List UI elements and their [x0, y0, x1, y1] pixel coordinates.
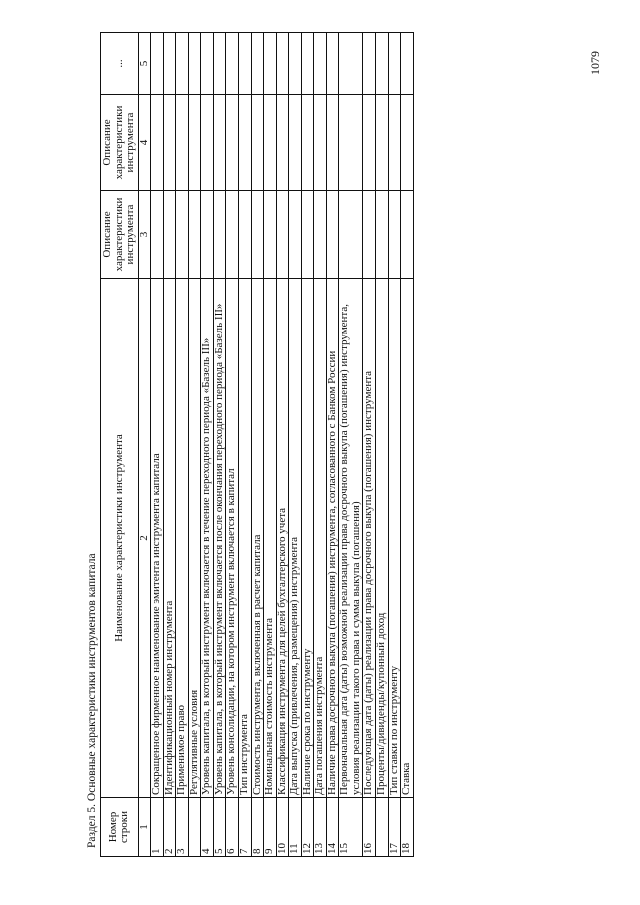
- description-cell: [289, 33, 302, 95]
- description-cell: [301, 33, 314, 95]
- description-cell: [289, 191, 302, 279]
- table-row: [314, 33, 327, 857]
- row-number: 3: [176, 798, 189, 857]
- description-cell: [314, 95, 327, 191]
- column-index: 1: [138, 798, 151, 857]
- description-cell: [226, 33, 239, 95]
- column-index: 4: [138, 95, 151, 191]
- description-cell: [163, 191, 176, 279]
- row-number: 4: [201, 798, 214, 857]
- description-cell: [339, 191, 363, 279]
- table-row: [339, 33, 363, 857]
- row-characteristic-name: Классификация инструмента для целей бухгалтерского учета: [276, 279, 289, 798]
- description-cell: [401, 33, 414, 95]
- description-cell: [401, 191, 414, 279]
- description-cell: [188, 95, 201, 191]
- description-cell: [363, 191, 376, 279]
- header-row-number: Номер строки: [101, 798, 139, 857]
- header-more: ...: [101, 33, 139, 95]
- description-cell: [251, 95, 264, 191]
- description-cell: [264, 33, 277, 95]
- table-row: [264, 33, 277, 857]
- description-cell: [314, 191, 327, 279]
- description-cell: [151, 191, 164, 279]
- row-number: 7: [239, 798, 252, 857]
- row-characteristic-name: Уровень капитала, в который инструмент включается в течение переходного периода «Базель III»: [201, 279, 214, 798]
- table-row: [376, 33, 389, 857]
- table-row: [251, 33, 264, 857]
- column-index: 2: [138, 279, 151, 798]
- description-cell: [213, 33, 226, 95]
- description-cell: [264, 191, 277, 279]
- description-cell: [188, 191, 201, 279]
- description-cell: [264, 95, 277, 191]
- row-number: 18: [401, 798, 414, 857]
- row-number: 12: [301, 798, 314, 857]
- description-cell: [239, 95, 252, 191]
- row-characteristic-name: Тип инструмента: [239, 279, 252, 798]
- description-cell: [213, 95, 226, 191]
- table-row: [201, 33, 214, 857]
- row-number: 11: [289, 798, 302, 857]
- description-cell: [163, 95, 176, 191]
- row-characteristic-name: Последующая дата (даты) реализации права досрочного выкупа (погашения) инструмента: [363, 279, 376, 798]
- column-index: 3: [138, 191, 151, 279]
- characteristics-table: [100, 32, 414, 857]
- row-number: 9: [264, 798, 277, 857]
- header-description-2: Описание характеристики инструмента: [101, 95, 139, 191]
- description-cell: [226, 95, 239, 191]
- row-characteristic-name: Уровень консолидации, на котором инструмент включается в капитал: [226, 279, 239, 798]
- page-number: 1079: [588, 51, 602, 75]
- column-index: 5: [138, 33, 151, 95]
- row-characteristic-name: Применимое право: [176, 279, 189, 798]
- table-row: [388, 33, 401, 857]
- description-cell: [401, 95, 414, 191]
- table-row: [276, 33, 289, 857]
- row-number: 10: [276, 798, 289, 857]
- description-cell: [176, 33, 189, 95]
- description-cell: [188, 33, 201, 95]
- table-row: [363, 33, 376, 857]
- description-cell: [301, 191, 314, 279]
- section-title: Раздел 5. Основные характеристики инструментов капитала: [86, 553, 98, 848]
- table-row: [326, 33, 339, 857]
- description-cell: [251, 191, 264, 279]
- row-characteristic-name: Дата погашения инструмента: [314, 279, 327, 798]
- description-cell: [239, 191, 252, 279]
- table-row: [401, 33, 414, 857]
- description-cell: [163, 33, 176, 95]
- row-characteristic-name: Стоимость инструмента, включенная в расчет капитала: [251, 279, 264, 798]
- description-cell: [326, 33, 339, 95]
- description-cell: [301, 95, 314, 191]
- description-cell: [363, 95, 376, 191]
- description-cell: [388, 95, 401, 191]
- row-number: [376, 798, 389, 857]
- row-characteristic-name: Регулятивные условия: [188, 279, 201, 798]
- description-cell: [376, 191, 389, 279]
- row-number: 6: [226, 798, 239, 857]
- header-description-1: Описание характеристики инструмента: [101, 191, 139, 279]
- description-cell: [226, 191, 239, 279]
- description-cell: [276, 191, 289, 279]
- row-characteristic-name: Ставка: [401, 279, 414, 798]
- row-number: 16: [363, 798, 376, 857]
- table-row: [226, 33, 239, 857]
- description-cell: [339, 95, 363, 191]
- row-characteristic-name: Наличие права досрочного выкупа (погашения) инструмента, согласованного с Банком России: [326, 279, 339, 798]
- description-cell: [201, 33, 214, 95]
- row-characteristic-name: Уровень капитала, в который инструмент включается после окончания переходного периода «Базель III»: [213, 279, 226, 798]
- description-cell: [363, 33, 376, 95]
- row-number: 17: [388, 798, 401, 857]
- table-row: [289, 33, 302, 857]
- row-number: 14: [326, 798, 339, 857]
- header-name: Наименование характеристики инструмента: [101, 279, 139, 798]
- row-characteristic-name: Тип ставки по инструменту: [388, 279, 401, 798]
- row-characteristic-name: Первоначальная дата (даты) возможной реализации права досрочного выкупа (погашения) инструмента, условия реализации такого права и сумма выкупа (погашения): [339, 279, 363, 798]
- row-number: 15: [339, 798, 363, 857]
- table-row: [239, 33, 252, 857]
- column-index-row: [138, 33, 151, 857]
- description-cell: [388, 33, 401, 95]
- description-cell: [326, 95, 339, 191]
- row-number: [188, 798, 201, 857]
- table-row: [176, 33, 189, 857]
- description-cell: [201, 95, 214, 191]
- table-row: [151, 33, 164, 857]
- row-number: 5: [213, 798, 226, 857]
- row-characteristic-name: Наличие срока по инструменту: [301, 279, 314, 798]
- row-number: 13: [314, 798, 327, 857]
- description-cell: [201, 191, 214, 279]
- description-cell: [289, 95, 302, 191]
- row-characteristic-name: Сокращенное фирменное наименование эмитента инструмента капитала: [151, 279, 164, 798]
- description-cell: [388, 191, 401, 279]
- description-cell: [339, 33, 363, 95]
- description-cell: [213, 191, 226, 279]
- description-cell: [276, 95, 289, 191]
- row-number: 1: [151, 798, 164, 857]
- description-cell: [326, 191, 339, 279]
- table-row: [213, 33, 226, 857]
- row-number: 2: [163, 798, 176, 857]
- description-cell: [176, 95, 189, 191]
- description-cell: [376, 33, 389, 95]
- table-row: [163, 33, 176, 857]
- row-characteristic-name: Идентификационный номер инструмента: [163, 279, 176, 798]
- row-characteristic-name: Номинальная стоимость инструмента: [264, 279, 277, 798]
- description-cell: [314, 33, 327, 95]
- description-cell: [276, 33, 289, 95]
- row-characteristic-name: Дата выпуска (привлечения, размещения) инструмента: [289, 279, 302, 798]
- table-body: [151, 33, 413, 857]
- table-row: [188, 33, 201, 857]
- description-cell: [151, 33, 164, 95]
- table-row: [301, 33, 314, 857]
- row-characteristic-name: Проценты/дивиденды/купонный доход: [376, 279, 389, 798]
- description-cell: [376, 95, 389, 191]
- description-cell: [176, 191, 189, 279]
- row-number: 8: [251, 798, 264, 857]
- header-row: [101, 33, 139, 857]
- description-cell: [151, 95, 164, 191]
- description-cell: [251, 33, 264, 95]
- description-cell: [239, 33, 252, 95]
